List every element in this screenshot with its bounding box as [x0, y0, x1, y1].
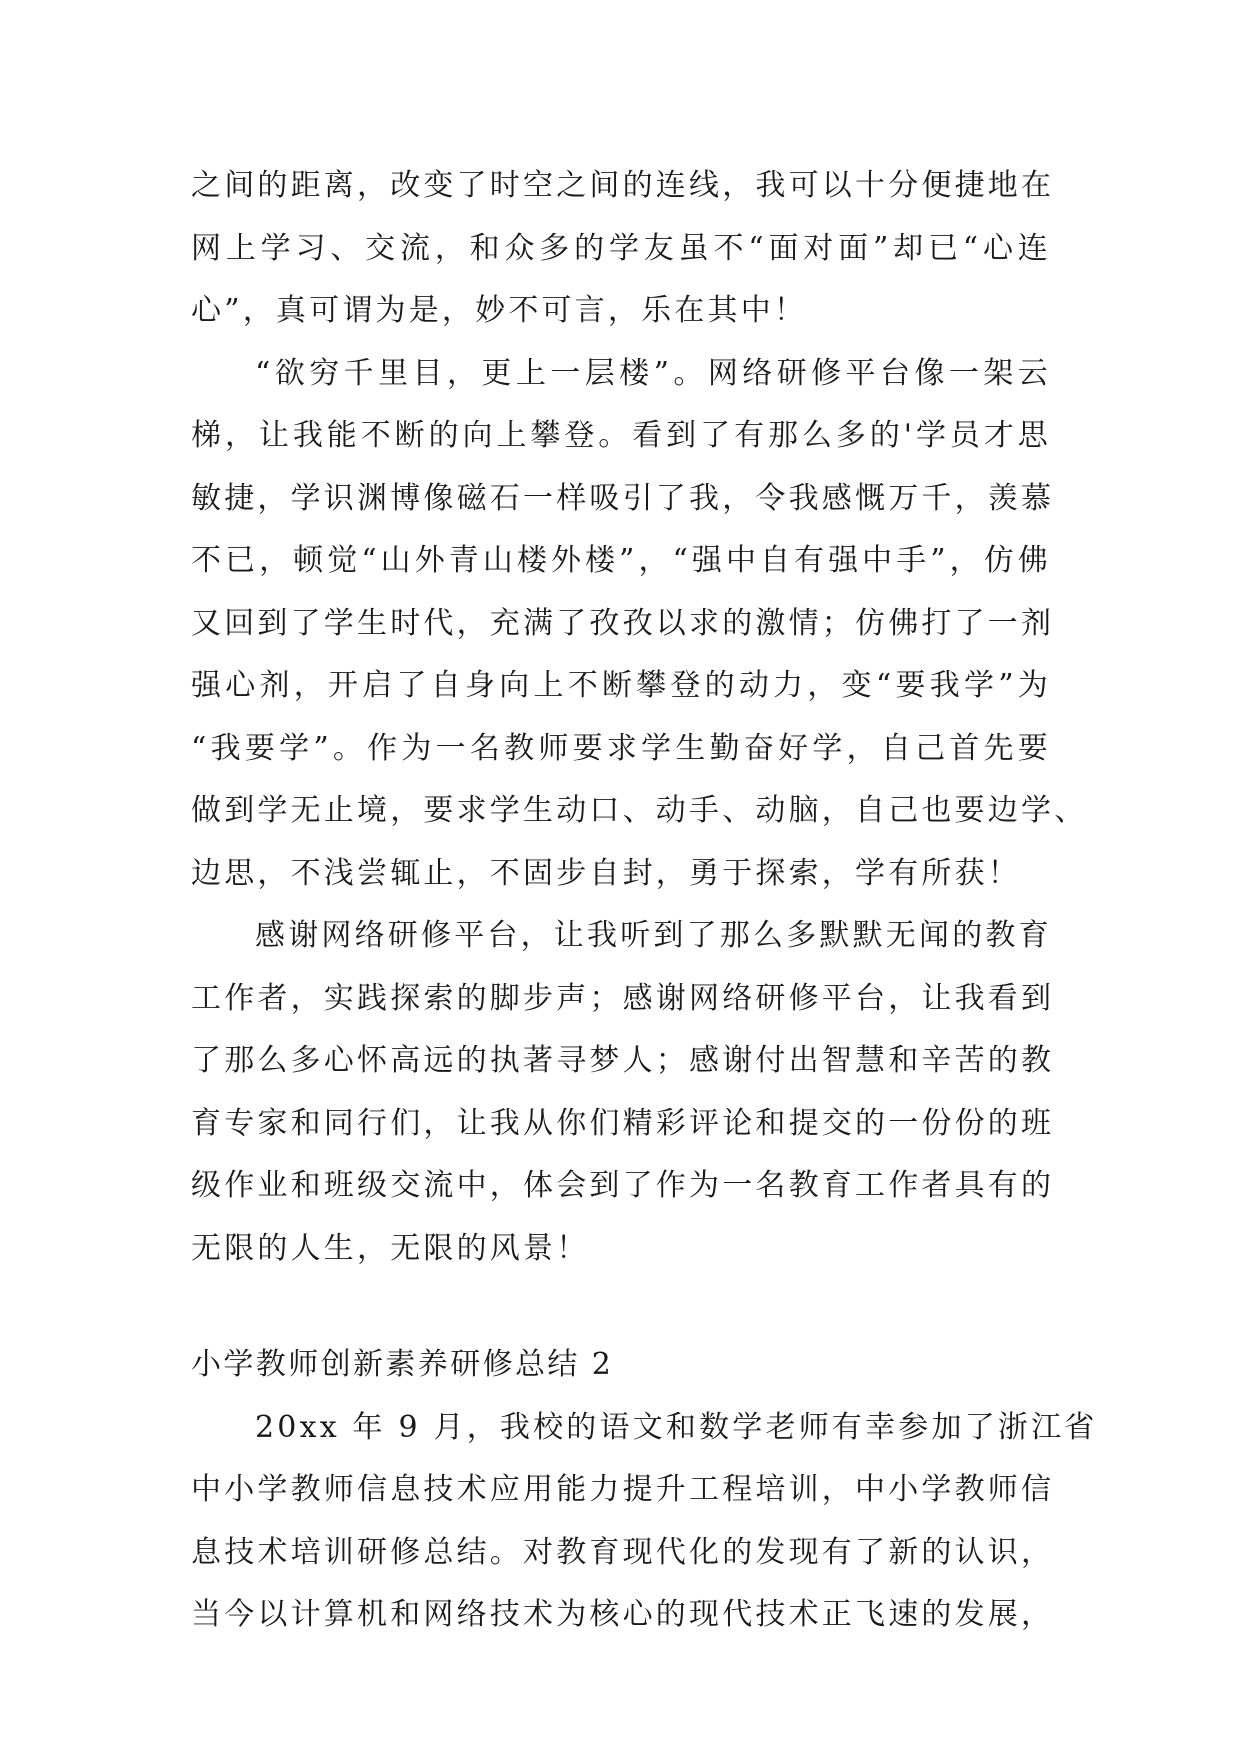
- text-line: 强心剂，开启了自身向上不断攀登的动力，变“要我学”为: [191, 668, 1051, 703]
- paragraph-continuation: [191, 155, 1055, 343]
- text-line: 敏捷，学识渊博像磁石一样吸引了我，令我感慨万千，羡慕: [191, 480, 1055, 516]
- text-line: 了那么多心怀高远的执著寻梦人；感谢付出智慧和辛苦的教: [191, 1043, 1055, 1078]
- section-heading: 小学教师创新素养研修总结 2: [191, 1347, 614, 1382]
- text-line: “我要学”。作为一名教师要求学生勤奋好学，自己首先要: [191, 730, 1051, 766]
- text-line: 心”，真可谓为是，妙不可言，乐在其中！: [191, 293, 808, 328]
- text-line: 之间的距离，改变了时空之间的连线，我可以十分便捷地在: [191, 168, 1055, 203]
- text-line: 级作业和班级交流中，体会到了作为一名教育工作者具有的: [191, 1168, 1055, 1203]
- text-line: 边思，不浅尝辄止，不固步自封，勇于探索，学有所获！: [191, 855, 1021, 891]
- text-line: “欲穷千里目，更上一层楼”。网络研修平台像一架云: [255, 355, 1051, 391]
- text-line: 无限的人生，无限的风景！: [191, 1230, 590, 1266]
- text-line: 做到学无止境，要求学生动口、动手、动脑，自己也要边学、: [191, 793, 1088, 828]
- text-line: 20xx 年 9 月，我校的语文和数学老师有幸参加了浙江省: [255, 1409, 1098, 1445]
- document-body: [191, 155, 1098, 1647]
- paragraph: [191, 905, 1055, 1280]
- text-line: 工作者，实践探索的脚步声；感谢网络研修平台，让我看到: [191, 980, 1055, 1016]
- text-line: 息技术培训研修总结。对教育现代化的发现有了新的认识，: [191, 1534, 1055, 1570]
- section-paragraph: [191, 1397, 1098, 1647]
- section-spacer: [191, 1280, 1051, 1334]
- text-line: 不已，顿觉“山外青山楼外楼”，“强中自有强中手”，仿佛: [191, 543, 1051, 578]
- text-line: 中小学教师信息技术应用能力提升工程培训，中小学教师信: [191, 1472, 1055, 1507]
- text-line: 感谢网络研修平台，让我听到了那么多默默无闻的教育: [255, 918, 1052, 953]
- text-line: 又回到了学生时代，充满了孜孜以求的激情；仿佛打了一剂: [191, 605, 1055, 641]
- text-line: 梯，让我能不断的向上攀登。看到了有那么多的'学员才思: [191, 418, 1051, 453]
- text-line: 当今以计算机和网络技术为核心的现代技术正飞速的发展，: [191, 1597, 1055, 1632]
- paragraph: [191, 343, 1088, 906]
- text-line: 育专家和同行们，让我从你们精彩评论和提交的一份份的班: [191, 1105, 1055, 1141]
- text-line: 网上学习、交流，和众多的学友虽不“面对面”却已“心连: [191, 230, 1051, 266]
